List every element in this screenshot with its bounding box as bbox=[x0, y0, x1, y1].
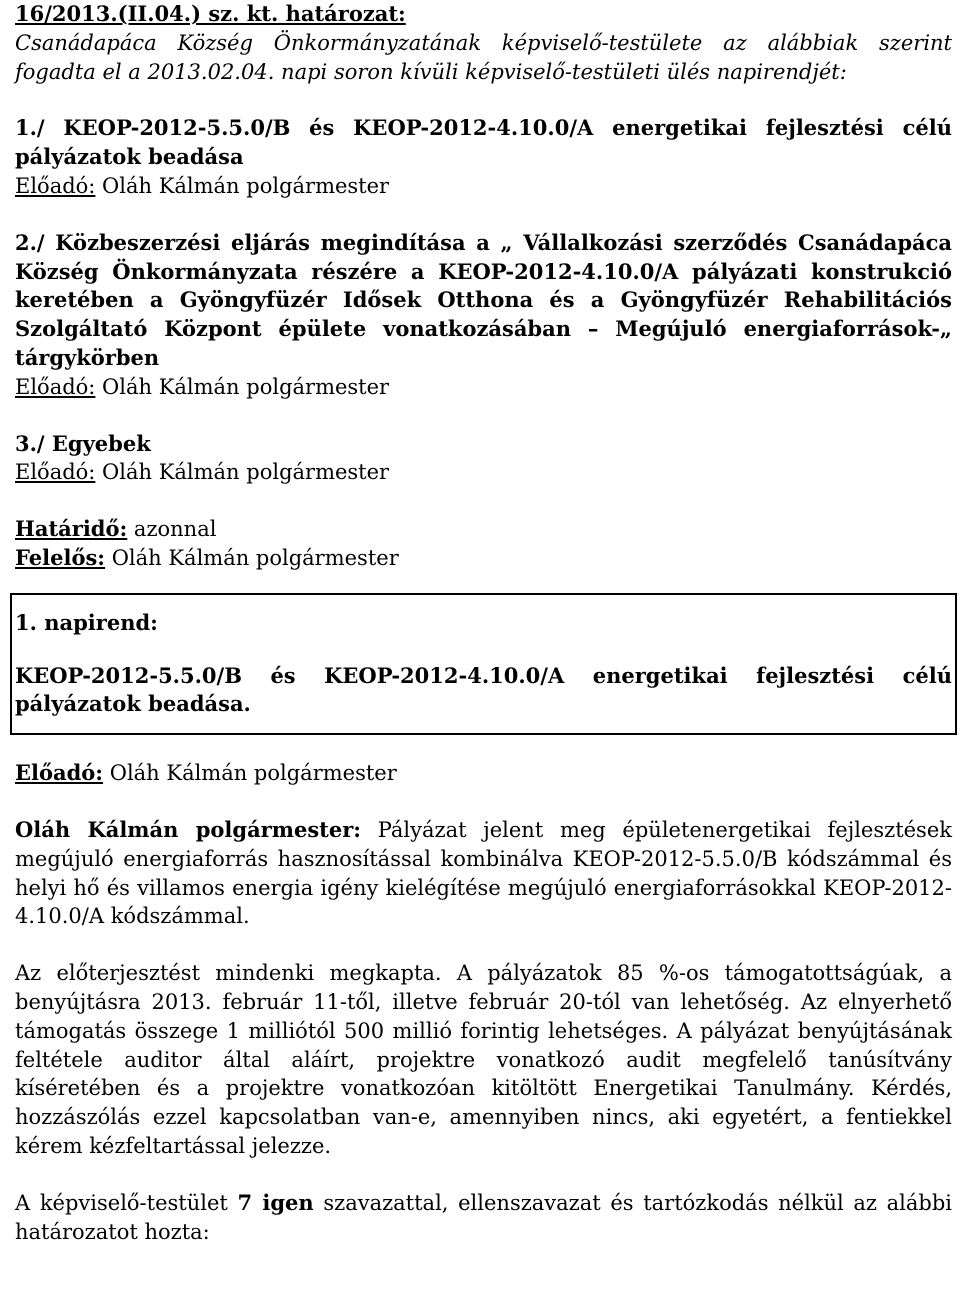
agenda-item-3-presenter-label: Előadó: bbox=[15, 460, 96, 485]
agenda-item-1-presenter-label: Előadó: bbox=[15, 173, 96, 198]
section-presenter bbox=[15, 759, 952, 788]
agenda-item-1-title: 1./ KEOP-2012-5.5.0/B és KEOP-2012-4.10.0/A energetikai fejlesztési célú pályázatok beadása bbox=[15, 115, 952, 170]
speaker-text: Pályázat jelent meg épületenergetikai fejlesztések megújuló energiaforrás hasznosítással kombinálva KEOP-2012-5.5.0/B kódszámmal és helyi hő és villamos energia igény kielégítése megújuló energiaforrásokkal KEOP-2012-4.10.0/A kódszámmal. bbox=[15, 817, 952, 929]
agenda-item-2 bbox=[15, 229, 952, 402]
agenda-item-3 bbox=[15, 430, 952, 488]
agenda-item-1 bbox=[15, 114, 952, 200]
agenda-section-box bbox=[10, 593, 957, 735]
vote-count: 7 igen bbox=[237, 1189, 314, 1215]
deadline-value: azonnal bbox=[127, 517, 217, 542]
responsible-value: Oláh Kálmán polgármester bbox=[105, 545, 399, 570]
agenda-item-2-presenter: Oláh Kálmán polgármester bbox=[95, 374, 390, 399]
document-page bbox=[15, 0, 952, 1246]
agenda-item-3-title: 3./ Egyebek bbox=[15, 430, 151, 456]
section-heading: 1. napirend: bbox=[15, 609, 158, 635]
responsible-label: Felelős: bbox=[15, 544, 106, 570]
section-presenter-label: Előadó: bbox=[15, 760, 104, 786]
resolution-header bbox=[15, 0, 952, 86]
resolution-title: 16/2013.(II.04.) sz. kt. határozat: bbox=[15, 1, 406, 26]
section-presenter-value: Oláh Kálmán polgármester bbox=[103, 761, 397, 786]
speaker-paragraph bbox=[15, 816, 952, 931]
agenda-item-1-presenter: Oláh Kálmán polgármester bbox=[95, 173, 390, 198]
discussion-paragraph: Az előterjesztést mindenki megkapta. A pályázatok 85 %-os támogatottságúak, a benyújtásra 2013. február 11-től, illetve február 20-tól van lehetőség. Az elnyerhető támogatás összege 1 milliótól 500 millió forintig lehetséges. A pályázat benyújtásának feltétele auditor által aláírt, projektre vonatkozó audit megfelelő tanúsítvány kíséretében és a projektre vonatkozóan kitöltött Energetikai Tanulmány. Kérdés, hozzászólás ezzel kapcsolatban van-e, amennyiben nincs, aki egyetért, a fentiekkel kérem kézfeltartással jelezze. bbox=[15, 961, 952, 1158]
vote-paragraph bbox=[15, 1189, 952, 1247]
vote-pre: A képviselő-testület bbox=[15, 1190, 238, 1215]
vote-post: szavazattal, ellenszavazat és tartózkodás nélkül az alábbi határozatot hozta: bbox=[15, 1190, 952, 1244]
deadline-label: Határidő: bbox=[15, 516, 128, 542]
agenda-item-3-presenter: Oláh Kálmán polgármester bbox=[95, 460, 390, 485]
resolution-intro: Csanádapáca Község Önkormányzatának képviselő-testülete az alábbiak szerint fogadta el a 2013.02.04. napi soron kívüli képviselő-testületi ülés napirendjét: bbox=[15, 30, 952, 84]
agenda-item-2-title: 2./ Közbeszerzési eljárás megindítása a „ Vállalkozási szerződés Csanádapáca Község Önkormányzata részére a KEOP-2012-4.10.0/A pályázati konstrukció keretében a Gyöngyfüzér Idősek Otthona és a Gyöngyfüzér Rehabilitációs Szolgáltató Központ épülete vonatkozásában – Megújuló energiaforrások-„ tárgykörben bbox=[15, 229, 952, 370]
agenda-item-2-presenter-label: Előadó: bbox=[15, 374, 96, 399]
speaker-name: Oláh Kálmán polgármester: bbox=[15, 816, 362, 842]
deadline-block bbox=[15, 515, 952, 573]
section-title: KEOP-2012-5.5.0/B és KEOP-2012-4.10.0/A energetikai fejlesztési célú pályázatok beadása. bbox=[15, 662, 952, 717]
